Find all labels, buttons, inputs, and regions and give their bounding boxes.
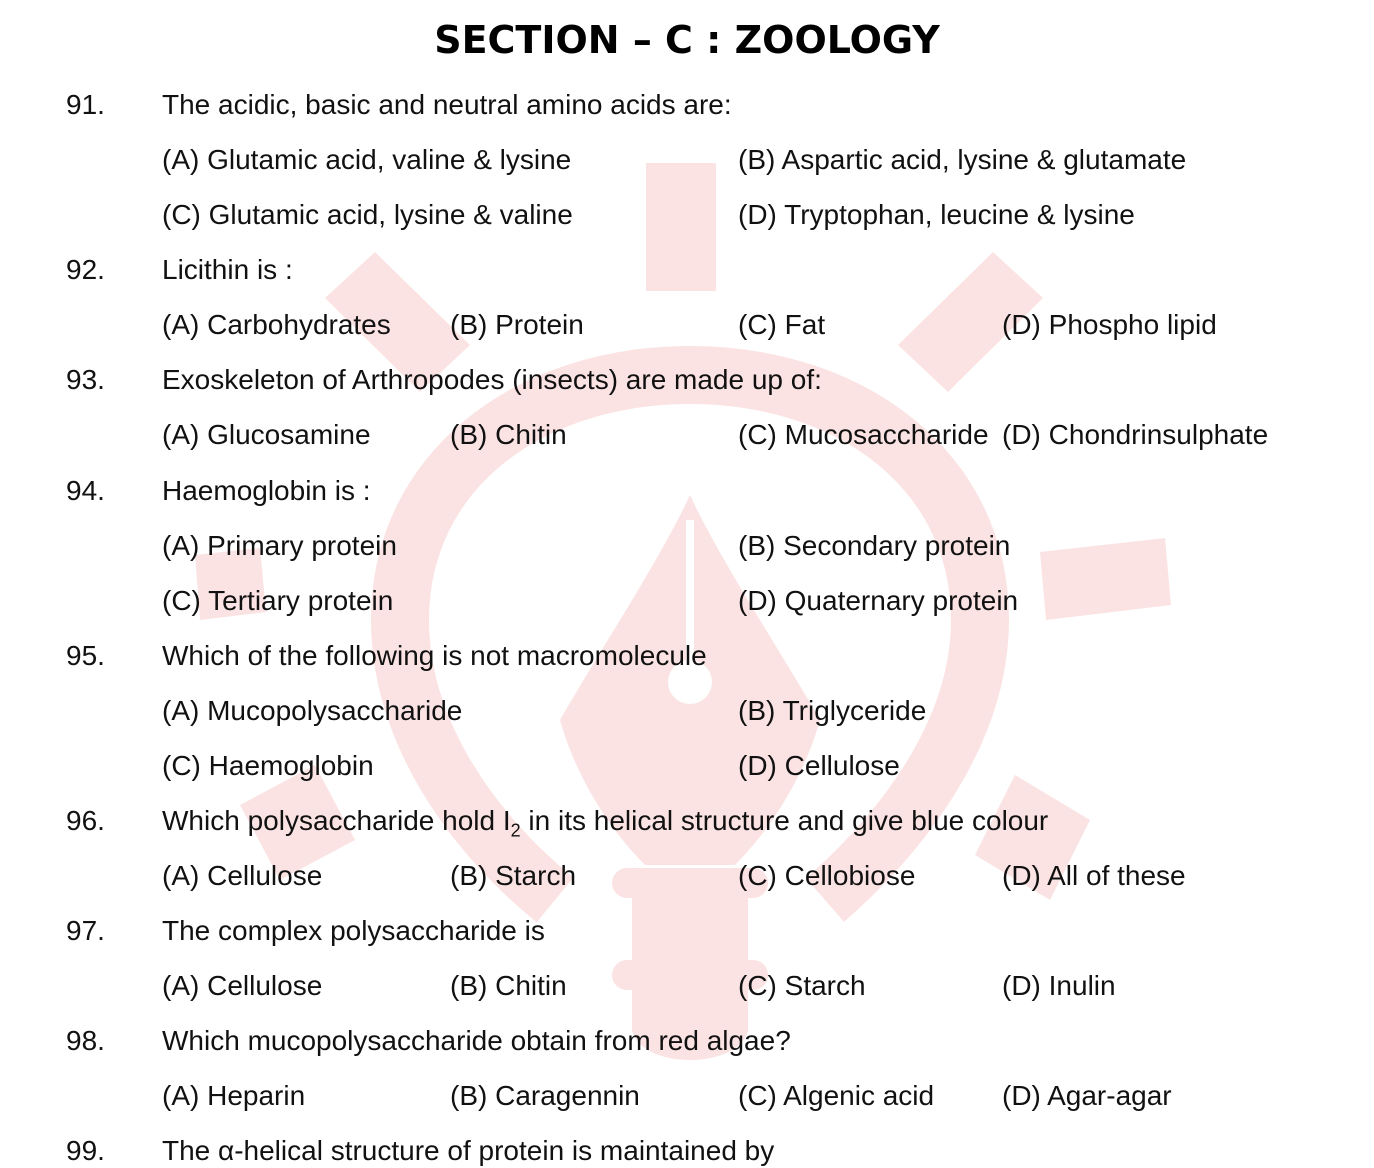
- option-a: (A) Glucosamine: [162, 419, 371, 450]
- question-text: Licithin is :: [162, 254, 293, 285]
- option-a: (A) Cellulose: [162, 970, 323, 1001]
- question-number: 99.: [66, 1135, 105, 1166]
- option-c: (C) Tertiary protein: [162, 585, 394, 616]
- question-number: 94.: [66, 475, 105, 506]
- option-a: (A) Carbohydrates: [162, 309, 391, 340]
- question-number: 93.: [66, 364, 105, 395]
- option-d: (D) Quaternary protein: [738, 585, 1019, 616]
- option-a: (A) Mucopolysaccharide: [162, 695, 463, 726]
- option-b: (B) Chitin: [450, 970, 567, 1001]
- option-b: (B) Protein: [450, 309, 584, 340]
- section-title: SECTION – C : ZOOLOGY: [434, 18, 940, 62]
- option-a: (A) Cellulose: [162, 860, 323, 891]
- option-b: (B) Chitin: [450, 419, 567, 450]
- question-text: Exoskeleton of Arthropodes (insects) are made up of:: [162, 364, 822, 395]
- option-c: (C) Haemoglobin: [162, 750, 374, 781]
- question-number: 96.: [66, 805, 105, 836]
- question-text: Which of the following is not macromolecule: [162, 640, 707, 671]
- option-d: (D) Agar-agar: [1002, 1080, 1172, 1111]
- watermark-ray-top: [646, 163, 716, 291]
- question-text: The acidic, basic and neutral amino acids are:: [162, 89, 732, 120]
- question-text: Haemoglobin is :: [162, 475, 371, 506]
- option-b: (B) Caragennin: [450, 1080, 640, 1111]
- option-d: (D) Phospho lipid: [1002, 309, 1217, 340]
- option-d: (D) All of these: [1002, 860, 1186, 891]
- question-text: The complex polysaccharide is: [162, 915, 545, 946]
- option-b: (B) Secondary protein: [738, 530, 1011, 561]
- option-b: (B) Aspartic acid, lysine & glutamate: [738, 144, 1187, 175]
- option-d: (D) Tryptophan, leucine & lysine: [738, 199, 1135, 230]
- question-text-part: Which polysaccharide hold I: [162, 805, 511, 836]
- question-text: Which mucopolysaccharide obtain from red algae?: [162, 1025, 791, 1056]
- option-c: (C) Glutamic acid, lysine & valine: [162, 199, 573, 230]
- option-c: (C) Algenic acid: [738, 1080, 935, 1111]
- question-number: 98.: [66, 1025, 105, 1056]
- option-c: (C) Cellobiose: [738, 860, 916, 891]
- option-c: (C) Fat: [738, 309, 826, 340]
- question-text: [162, 804, 1049, 841]
- subscript: 2: [510, 820, 521, 841]
- option-b: (B) Starch: [450, 860, 577, 891]
- option-d: (D) Cellulose: [738, 750, 900, 781]
- option-a: (A) Glutamic acid, valine & lysine: [162, 144, 572, 175]
- option-c: (C) Mucosaccharide: [738, 419, 989, 450]
- option-c: (C) Starch: [738, 970, 866, 1001]
- option-a: (A) Primary protein: [162, 530, 397, 561]
- option-a: (A) Heparin: [162, 1080, 306, 1111]
- question-number: 92.: [66, 254, 105, 285]
- option-d: (D) Inulin: [1002, 970, 1116, 1001]
- question-text: The α-helical structure of protein is maintained by: [162, 1135, 775, 1166]
- question-number: 91.: [66, 89, 105, 120]
- question-number: 97.: [66, 915, 105, 946]
- question-text-part: in its helical structure and give blue colour: [520, 805, 1049, 836]
- watermark-ray-right: [1040, 538, 1171, 620]
- question-number: 95.: [66, 640, 105, 671]
- option-b: (B) Triglyceride: [738, 695, 927, 726]
- option-d: (D) Chondrinsulphate: [1002, 419, 1269, 450]
